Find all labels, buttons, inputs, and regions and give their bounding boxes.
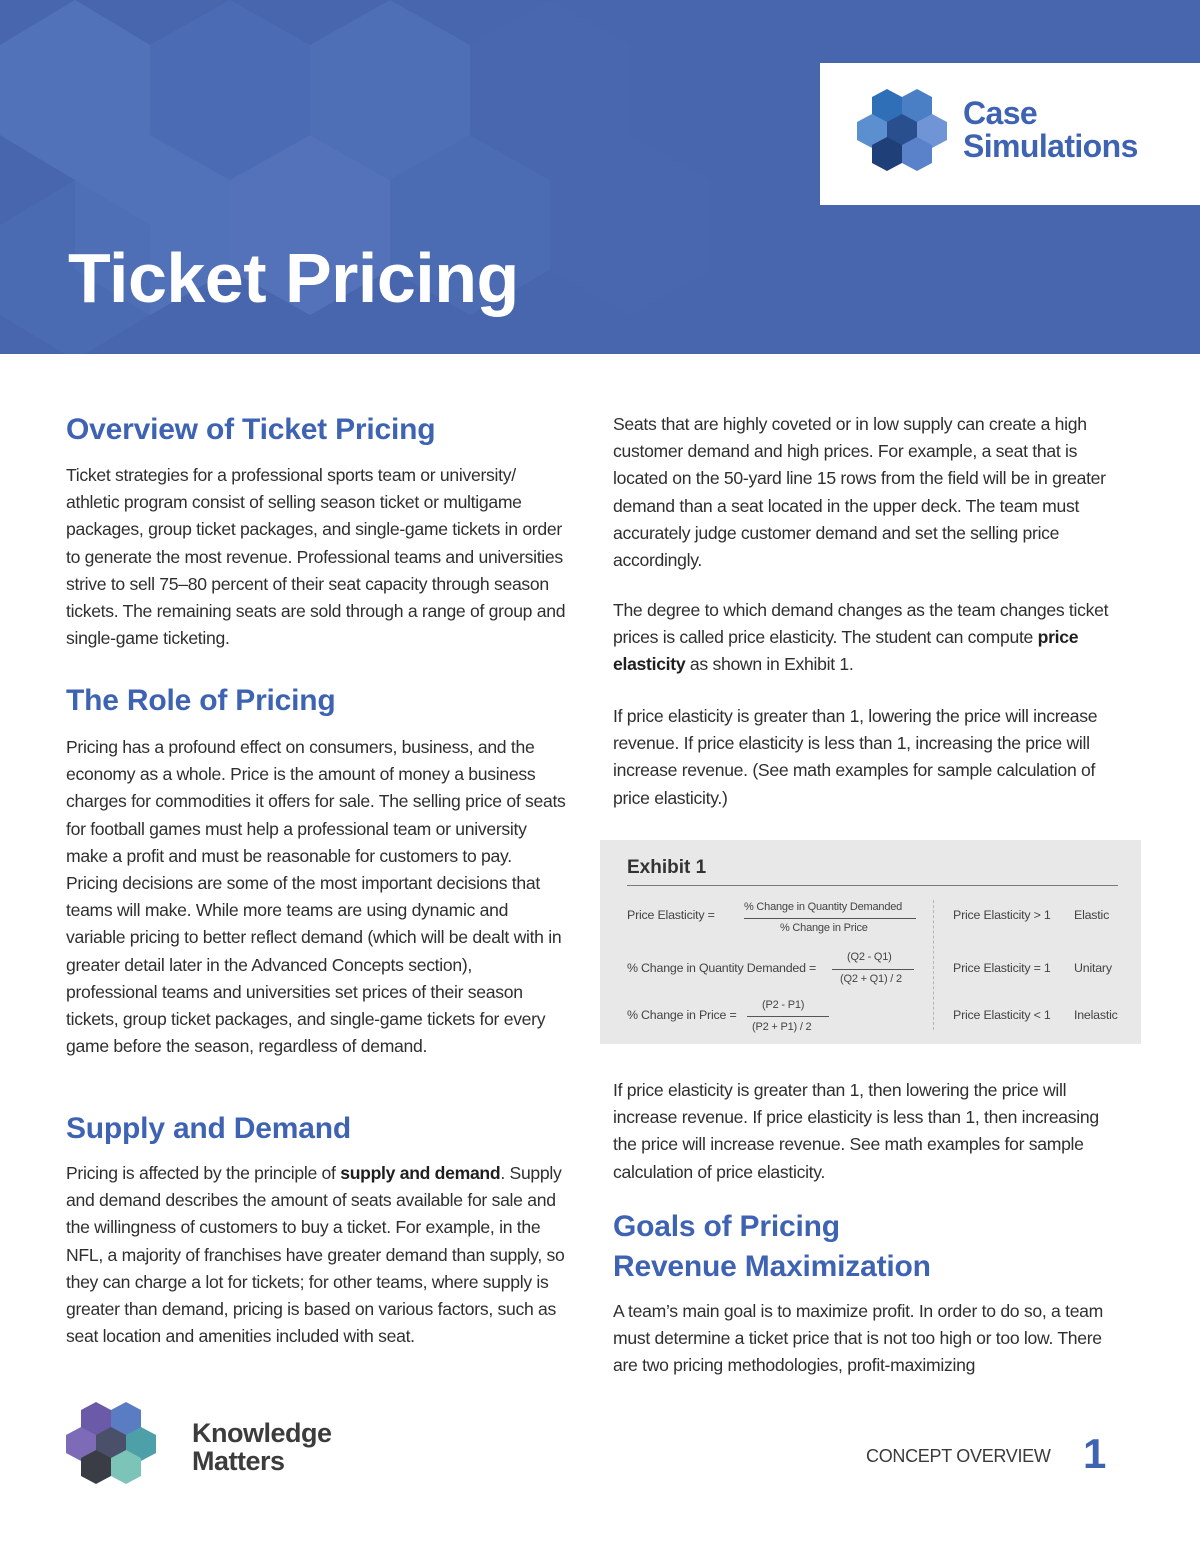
- row1-fraction-bar: [744, 918, 916, 919]
- heading-role-of-pricing: The Role of Pricing: [66, 684, 336, 717]
- supply-paragraph: [66, 1160, 566, 1350]
- footer-brand-line-2: Matters: [192, 1446, 285, 1476]
- elasticity-rule-paragraph: If price elasticity is greater than 1, lowering the price will increase revenue. If price elasticity is less than 1, increasing the price will increase revenue. (See math examples for sample calculation of price elasticity.): [613, 706, 1098, 808]
- revenue-paragraph: A team’s main goal is to maximize profit. In order to do so, a team must determine a ticket price that is not too high or too low. There are two pricing methodologies, profit-maximizing: [613, 1301, 1104, 1376]
- elasticity-text-2: as shown in Exhibit 1.: [685, 654, 854, 675]
- row2-result: Unitary: [1074, 961, 1112, 975]
- exhibit-rule: [627, 885, 1118, 886]
- row2-fraction-bar: [832, 969, 914, 970]
- elasticity-bold-term: price elasticity: [613, 627, 1079, 675]
- row3-condition: Price Elasticity < 1: [953, 1008, 1051, 1022]
- row2-denominator: (Q2 + Q1) / 2: [840, 973, 902, 985]
- heading-supply-demand: Supply and Demand: [66, 1112, 351, 1145]
- row3-numerator: (P2 - P1): [762, 999, 805, 1011]
- row3-label: % Change in Price =: [627, 1008, 737, 1022]
- brand-line-1: Case: [963, 95, 1038, 131]
- row1-label: Price Elasticity =: [627, 908, 715, 922]
- row3-fraction-bar: [747, 1016, 829, 1017]
- row2-label: % Change in Quantity Demanded =: [627, 961, 817, 975]
- document-title: Ticket Pricing: [68, 239, 519, 317]
- supply-text-1: Pricing is affected by the principle of: [66, 1163, 341, 1183]
- elasticity-text-1: The degree to which demand changes as the team changes ticket prices is called price elasticity. The student can compute: [613, 600, 1109, 648]
- cube-logo-icon: [852, 87, 956, 177]
- row3-denominator: (P2 + P1) / 2: [752, 1021, 812, 1033]
- heading-overview: Overview of Ticket Pricing: [66, 413, 436, 446]
- case-simulations-wordmark: [963, 97, 1138, 163]
- row1-numerator: % Change in Quantity Demanded: [744, 901, 903, 913]
- elasticity-intro-paragraph: [613, 597, 1113, 679]
- supply-text-2: . Supply and demand describes the amount of seats available for sale and the willingness of customers to buy a ticket. For example, in the NFL, a majority of franchises have greater demand than supply, so they can charge a lot for tickets; for other teams, where supply is greater than demand, pricing is based on various factors, such as seat location and amenities included with seat.: [66, 1163, 565, 1347]
- row1-denominator: % Change in Price: [780, 922, 868, 934]
- elasticity-rule-repeat-paragraph: If price elasticity is greater than 1, then lowering the price will increase revenue. If price elasticity is less than 1, then increasing the price will increase revenue. See math examples for sample calculation of price elasticity.: [613, 1080, 1099, 1182]
- row3-result: Inelastic: [1074, 1008, 1118, 1022]
- page-number: 1: [1083, 1430, 1107, 1477]
- row2-numerator: (Q2 - Q1): [847, 951, 892, 963]
- heading-goals-of-pricing: Goals of Pricing: [613, 1210, 840, 1243]
- knowledge-matters-logo-icon: [66, 1400, 186, 1490]
- heading-revenue-maximization: Revenue Maximization: [613, 1250, 931, 1283]
- supply-bold-term: supply and demand: [340, 1163, 501, 1183]
- row1-result: Elastic: [1074, 908, 1110, 922]
- exhibit-1-box: [600, 840, 1141, 1044]
- footer-brand-line-1: Knowledge: [192, 1418, 332, 1448]
- brand-line-2: Simulations: [963, 128, 1138, 164]
- role-paragraph: Pricing has a profound effect on consumers, business, and the economy as a whole. Price is the amount of money a business charges for commodities it offers for sale. The selling price of seats for football games must help a professional team or university make a profit and must be reasonable for customers to pay. Pricing decisions are some of the most important decisions that teams will make. While more teams are using dynamic and variable pricing to better reflect demand (which will be dealt with in greater detail later in the Advanced Concepts section), professional teams and universities set prices of their season tickets, group ticket packages, and single-game tickets for every game before the season, regardless of demand.: [66, 737, 566, 1057]
- seats-paragraph: Seats that are highly coveted or in low supply can create a high customer demand and high prices. For example, a seat that is located on the 50-yard line 15 rows from the field will be in greater demand than a seat located in the upper deck. The team must accurately judge customer demand and set the selling price accordingly.: [613, 414, 1106, 571]
- overview-paragraph: Ticket strategies for a professional sports team or university/ athletic program consist of selling season ticket or multigame packages, group ticket packages, and single-game tickets in order to generate the most revenue. Professional teams and universities strive to sell 75–80 percent of their seat capacity through season tickets. The remaining seats are sold through a range of group and single-game ticketing.: [66, 465, 566, 649]
- exhibit-divider: [933, 900, 934, 1030]
- footer-label: CONCEPT OVERVIEW: [866, 1446, 1051, 1466]
- knowledge-matters-wordmark: [192, 1419, 332, 1475]
- row1-condition: Price Elasticity > 1: [953, 908, 1051, 922]
- row2-condition: Price Elasticity = 1: [953, 961, 1051, 975]
- exhibit-title: Exhibit 1: [627, 857, 707, 878]
- case-simulations-brand: [820, 63, 1200, 205]
